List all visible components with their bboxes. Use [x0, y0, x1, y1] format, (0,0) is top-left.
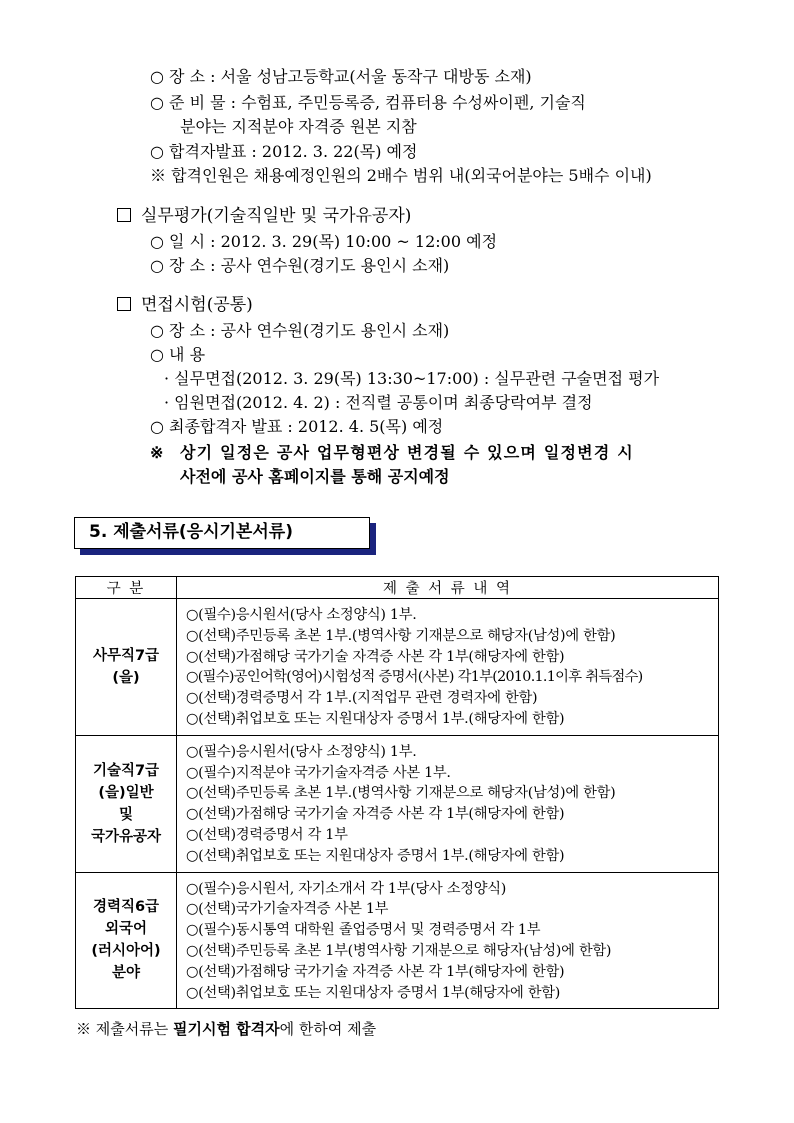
- table-row: [76, 872, 719, 1009]
- list-item: ○(필수)응시원서(당사 소정양식) 1부.: [186, 607, 417, 623]
- list-item: ○(필수)동시통역 대학원 졸업증명서 및 경력증명서 각 1부: [186, 922, 541, 939]
- list-item: ○(선택)취업보호 또는 지원대상자 증명서 1부.(해당자에 한함): [186, 710, 565, 727]
- interview-note-line1: 상기 일정은 공사 업무형편상 변경될 수 있으며 일정변경 시: [180, 443, 634, 462]
- interview-content: ○ 내 용: [150, 345, 206, 364]
- list-item: ○(필수)공인어학(영어)시험성적 증명서(사본) 각1부(2010.1.1이후 취득점수): [186, 669, 643, 686]
- category-line: (러시아어): [91, 943, 161, 960]
- row-category: [76, 872, 177, 1009]
- checkbox-square-icon: [117, 297, 131, 311]
- submission-footnote: [76, 1018, 376, 1040]
- row-items: [177, 735, 719, 872]
- list-item: ○(선택)국가기술자격증 사본 1부: [186, 901, 389, 918]
- category-line: 사무직7급: [92, 647, 160, 664]
- category-line: 외국어: [104, 921, 148, 938]
- practical-venue: ○ 장 소 : 공사 연수원(경기도 용인시 소재): [150, 256, 450, 275]
- interview-title-line: [117, 294, 253, 316]
- list-item: ○(선택)경력증명서 각 1부: [186, 826, 348, 843]
- list-item: ○(선택)가점해당 국가기술 자격증 사본 각 1부(해당자에 한함): [186, 806, 565, 823]
- interview-final: ○ 최종합격자 발표 : 2012. 4. 5(목) 예정: [150, 417, 444, 436]
- footnote-suffix: 에 한하여 제출: [279, 1020, 377, 1038]
- table-row: [76, 599, 719, 736]
- category-line: (을): [112, 669, 140, 686]
- interview-venue: ○ 장 소 : 공사 연수원(경기도 용인시 소재): [150, 321, 450, 340]
- table-header-category: 구 분: [76, 577, 177, 599]
- footnote-prefix: ※ 제출서류는: [76, 1020, 173, 1038]
- list-item: ○(선택)주민등록 초본 1부.(병역사항 기재분으로 해당자(남성)에 한함): [186, 785, 616, 802]
- row-items: [177, 599, 719, 736]
- list-item: ○(선택)취업보호 또는 지원대상자 증명서 1부(해당자에 한함): [186, 984, 561, 1001]
- table-header-row: [76, 577, 719, 599]
- category-line: 분야: [111, 965, 140, 982]
- row-category: [76, 599, 177, 736]
- table-row: [76, 735, 719, 872]
- checkbox-square-icon: [117, 208, 131, 222]
- list-item: ○(선택)주민등록 초본 1부.(병역사항 기재분으로 해당자(남성)에 한함): [186, 627, 616, 644]
- written-exam-announce: ○ 합격자발표 : 2012. 3. 22(목) 예정: [150, 142, 418, 161]
- section5-heading: 5. 제출서류(응시기본서류): [74, 517, 370, 549]
- footnote-emphasis: 필기시험 합격자: [173, 1020, 280, 1038]
- category-line: 및: [118, 806, 133, 823]
- practical-title-line: [117, 205, 411, 227]
- list-item: ○(필수)지적분야 국가기술자격증 사본 1부.: [186, 764, 451, 781]
- list-item: ○(선택)경력증명서 각 1부.(지적업무 관련 경력자에 한함): [186, 690, 538, 707]
- category-line: 국가유공자: [90, 828, 162, 845]
- list-item: ○(필수)응시원서, 자기소개서 각 1부(당사 소정양식): [186, 880, 507, 897]
- interview-note-line2: 사전에 공사 홈페이지를 통해 공지예정: [180, 467, 450, 486]
- list-item: ○(선택)가점해당 국가기술 자격증 사본 각 1부(해당자에 한함): [186, 963, 565, 980]
- category-line: (을)일반: [98, 784, 154, 801]
- documents-table: [75, 576, 719, 1009]
- written-exam-venue: ○ 장 소 : 서울 성남고등학교(서울 동작구 대방동 소재): [150, 67, 532, 86]
- interview-title: 면접시험(공통): [141, 295, 253, 315]
- practical-date: ○ 일 시 : 2012. 3. 29(목) 10:00 ~ 12:00 예정: [150, 232, 498, 251]
- list-item: ○(선택)취업보호 또는 지원대상자 증명서 1부.(해당자에 한함): [186, 847, 565, 864]
- interview-note-mark: ※: [150, 443, 164, 462]
- row-items: [177, 872, 719, 1009]
- list-item: ○(선택)주민등록 초본 1부(병역사항 기재분으로 해당자(남성)에 한함): [186, 942, 612, 959]
- category-line: 기술직7급: [92, 762, 160, 779]
- category-line: 경력직6급: [92, 899, 160, 916]
- interview-sub-practical: · 실무면접(2012. 3. 29(목) 13:30~17:00) : 실무관련 구술면접 평가: [164, 369, 660, 388]
- written-exam-prep-line2: 분야는 지적분야 자격증 원본 지참: [180, 117, 417, 136]
- written-exam-note: ※ 합격인원은 채용예정인원의 2배수 범위 내(외국어분야는 5배수 이내): [150, 166, 652, 185]
- interview-sub-executive: · 임원면접(2012. 4. 2) : 전직렬 공통이며 최종당락여부 결정: [164, 393, 593, 412]
- practical-title: 실무평가(기술직일반 및 국가유공자): [141, 206, 412, 226]
- written-exam-prep-line1: ○ 준 비 물 : 수험표, 주민등록증, 컴퓨터용 수성싸이펜, 기술직: [150, 93, 586, 112]
- table-header-documents: 제 출 서 류 내 역: [177, 577, 719, 599]
- list-item: ○(선택)가점해당 국가기술 자격증 사본 각 1부(해당자에 한함): [186, 648, 565, 665]
- list-item: ○(필수)응시원서(당사 소정양식) 1부.: [186, 743, 417, 760]
- row-category: [76, 735, 177, 872]
